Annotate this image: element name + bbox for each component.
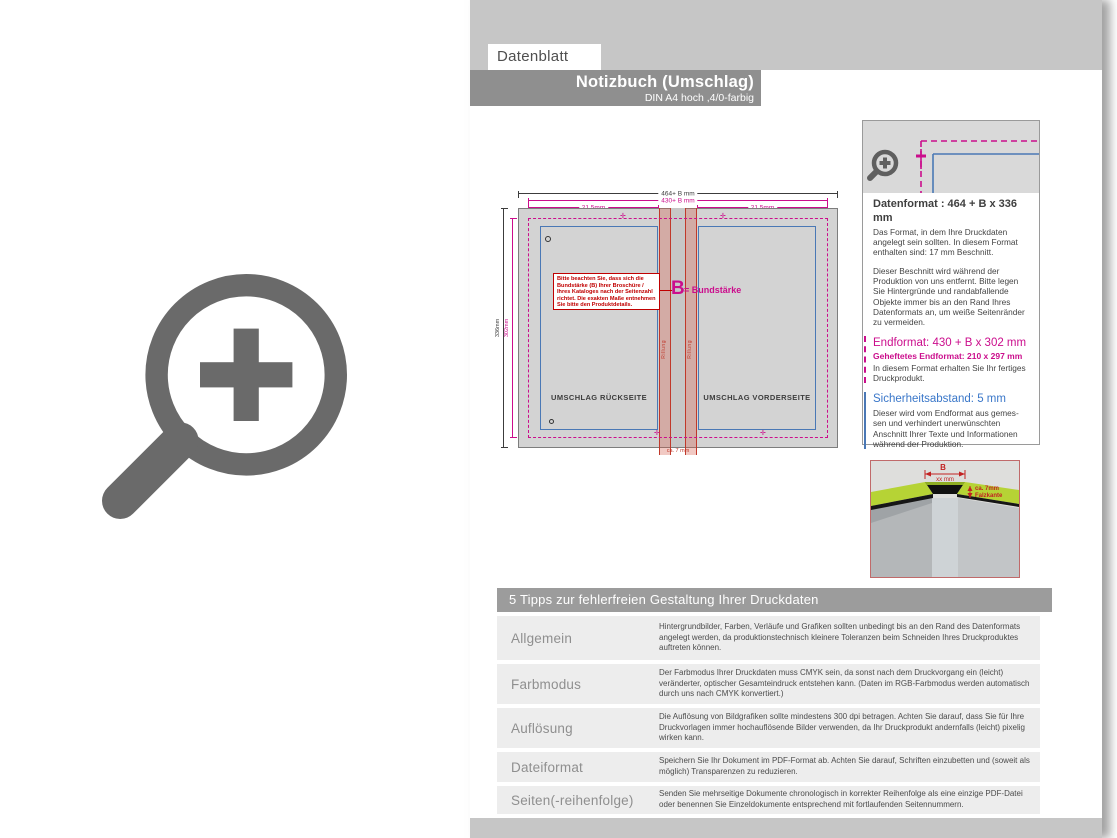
tips-header: 5 Tipps zur fehlerfreien Gestaltung Ihrer Druckdaten: [497, 588, 1052, 612]
detail-marker-icon: ✛: [620, 213, 626, 220]
spine-fig-fold-label-1: ca. 7mm: [975, 486, 1000, 492]
page-subtitle: DIN A4 hoch ,4/0-farbig: [644, 92, 754, 104]
tip-text: Senden Sie mehrseitige Dokumente chronologisch in korrekter Reihenfolge als eine einzige PDF-Datei oder benennen Sie Einzeldokumente entsprechend mit fortlaufenden Seitennummern.: [659, 789, 1023, 809]
tip-text: Der Farbmodus Ihrer Druckdaten muss CMYK sein, da sonst nach dem Druckvorgang ein (leicht) veränderter, optischer Gesamteindruck entstehen kann. (Daten im RGB-Farbmodus werden automatisch durch uns nach CMYK konvertiert.): [659, 668, 1030, 699]
dim-end-height: 302mm: [512, 218, 513, 438]
info-panel: [862, 120, 1040, 449]
tip-row-aufloesung: [497, 708, 1040, 748]
sicherheit-block: [864, 392, 1031, 449]
dim-end-width: 430+ B mm: [528, 200, 828, 201]
endformat-sub: Geheftetes Endformat: 210 x 297 mm: [873, 351, 1023, 362]
hole-mark: [545, 236, 551, 242]
tip-row-dateiformat: [497, 752, 1040, 782]
tip-label: Allgemein: [511, 630, 573, 646]
datenblatt-tab-label: Datenblatt: [497, 48, 569, 65]
front-cover-label: UMSCHLAG VORDERSEITE: [703, 393, 811, 402]
tip-row-farbmodus: [497, 664, 1040, 704]
tip-label: Dateiformat: [511, 759, 583, 775]
crease-label-left: Rillung: [661, 340, 667, 359]
spine-bottom-dim: ca. 7 mm: [666, 448, 690, 454]
tip-text: Die Auflösung von Bildgrafiken sollte mindestens 300 dpi betragen. Achten Sie darauf, dass Sie für Ihre Druckvorlagen immer hochauflösende Bilder verwenden, da Ihr Druckprodukt andernfalls (leicht) pixelig wirken kann.: [659, 712, 1025, 743]
datenblatt-tab: [488, 44, 601, 70]
back-cover-label: UMSCHLAG RÜCKSEITE: [551, 393, 647, 402]
tip-label: Farbmodus: [511, 676, 582, 692]
title-bar: [470, 70, 761, 106]
detail-marker-icon: ✛: [760, 430, 766, 437]
detail-thumbnail: [863, 121, 1039, 193]
tip-label: Seiten(-reihenfolge): [511, 792, 634, 808]
tip-label: Auflösung: [511, 720, 573, 736]
tip-text: Speichern Sie Ihr Dokument im PDF-Format ab. Achten Sie darauf, Schriften einzubetten und (soweit als möglich) Transparenzen zu reduzieren.: [659, 756, 1030, 776]
endformat-body: In diesem Format erhalten Sie Ihr fertiges Druckprodukt.: [873, 362, 1026, 384]
bundstaerke-note: Bitte beachten Sie, dass sich die Bundstärke (B) Ihrer Broschüre / Ihres Kataloges nach der Seitenzahl richtet. Die exakten Maße entnehmen Sie bitte den Produktdetails.: [553, 273, 660, 310]
tip-text: Hintergrundbilder, Farben, Verläufe und Grafiken sollten unbedingt bis an den Rand des Datenformats angelegt werden, da produktionstechnisch kleinere Toleranzen beim Schneiden Ihres Druckproduktes auftreten können.: [659, 622, 1021, 653]
datasheet-page: [470, 0, 1102, 838]
spine-label: = Bundstärke: [684, 285, 742, 295]
tip-row-seitenreihenfolge: [497, 786, 1040, 814]
spine-letter: B: [671, 278, 685, 299]
spine-fig-b-label: B: [940, 463, 946, 472]
detail-marker-icon: ✛: [654, 430, 660, 437]
spine-fig-xx-label: xx mm: [936, 477, 954, 483]
sicherheit-title: Sicherheitsabstand: 5 mm: [873, 393, 1006, 406]
dim-total-width: 464+ B mm: [518, 193, 838, 194]
hole-mark: [549, 419, 554, 424]
spine-3d-figure: [870, 460, 1020, 578]
crease-label-right: Rillung: [687, 340, 693, 359]
zoom-plus-icon: [95, 262, 375, 552]
endformat-title: Endformat: 430 + B x 302 mm: [873, 336, 1027, 349]
datenformat-title: Datenformat : 464 + B x 336 mm: [873, 198, 1017, 224]
dim-total-height: 336mm: [503, 208, 504, 448]
endformat-block: [864, 336, 1031, 384]
detail-marker-icon: ✛: [720, 213, 726, 220]
sicherheit-body: Dieser wird vom Endformat aus gemes- sen und verhindert unerwünschten Anschnitt Ihrer Texte und Informationen während der Produktion.: [873, 407, 1019, 449]
page-title: Notizbuch (Umschlag): [575, 73, 754, 91]
datenformat-body: Das Format, in dem Ihre Druckdaten angelegt sein sollten. In diesem Format enthalten sind: 17 mm Beschnitt.: [873, 226, 1018, 258]
bottom-gray-bar: [470, 818, 1102, 838]
tip-row-allgemein: [497, 616, 1040, 660]
spine-fig-fold-label-2: Falzkante: [975, 493, 1003, 499]
beschnitt-body: Dieser Beschnitt wird während der Produktion von uns entfernt. Bitte legen Sie Hintergründe und randabfallende Objekte immer bis an den Rand Ihres Datenformats an, um weiße Seitenränder zu vermeiden.: [873, 265, 1025, 328]
